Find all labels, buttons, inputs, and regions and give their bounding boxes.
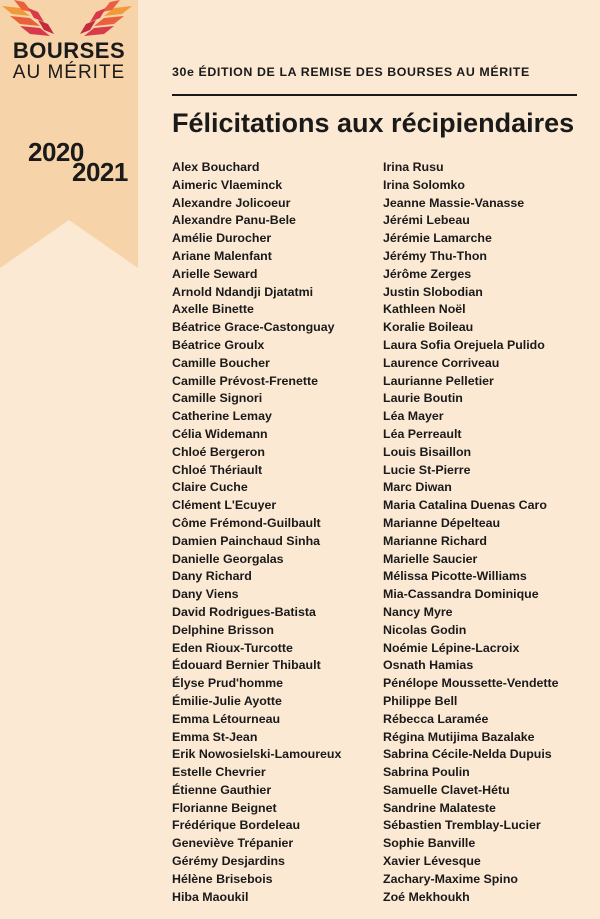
recipient-name: Axelle Binette [172,302,254,317]
recipient-name: Maria Catalina Duenas Caro [383,498,547,513]
wheat-laurel-icon [0,0,134,44]
recipient-name: Marc Diwan [383,480,452,495]
recipient-name: Sabrina Poulin [383,765,470,780]
recipient-name: Pénélope Moussette-Vendette [383,676,559,691]
recipient-name: Damien Painchaud Sinha [172,533,321,548]
recipient-name: Danielle Georgalas [172,551,284,566]
recipient-name: Camille Prévost-Frenette [172,373,318,388]
recipient-name: Catherine Lemay [172,409,272,424]
recipient-name: Alex Bouchard [172,160,260,174]
recipient-name: Sandrine Malateste [383,800,496,815]
recipient-name: Béatrice Groulx [172,337,265,352]
brand-title-line2: AU MÉRITE [12,62,126,83]
recipient-name: Justin Slobodian [383,284,483,299]
recipient-name: Jérôme Zerges [383,266,472,281]
recipient-name: Emma Létourneau [172,711,281,726]
recipient-name: Hiba Maoukil [172,889,249,904]
recipient-name: Zachary-Maxime Spino [383,871,518,886]
recipient-name: Osnath Hamias [383,658,474,673]
recipient-name: Mia-Cassandra Dominique [383,587,539,602]
recipient-name: Philippe Bell [383,693,458,708]
recipient-name: Sébastien Tremblay-Lucier [383,818,541,833]
recipient-name: Laurianne Pelletier [383,373,494,388]
recipient-name: Zoé Mekhoukh [383,889,470,904]
recipient-name: Jeanne Massie-Vanasse [383,195,525,210]
recipient-name: Laura Sofia Orejuela Pulido [383,337,545,352]
recipient-name: Sophie Banville [383,836,476,851]
recipients-list-right [383,159,559,906]
ribbon-banner [0,0,138,268]
recipient-name: Sabrina Cécile-Nelda Dupuis [383,747,552,762]
recipient-name: Eden Rioux-Turcotte [172,640,293,655]
recipient-name: Arnold Ndandji Djatatmi [172,284,314,299]
year-start: 2020 [28,137,84,167]
recipient-name: Jérémi Lebeau [383,213,470,228]
recipients-list-left [172,159,341,906]
recipient-name: Aimeric Vlaeminck [172,177,283,192]
recipient-name: Alexandre Jolicoeur [172,195,291,210]
recipient-name: Alexandre Panu-Bele [172,213,296,228]
recipient-name: Nancy Myre [383,604,453,619]
recipient-name: Clément L'Ecuyer [172,498,277,513]
recipient-name: Léa Perreault [383,426,462,441]
recipient-name: Irina Solomko [383,177,465,192]
recipient-name: Marianne Dépelteau [383,515,501,530]
recipient-name: Delphine Brisson [172,622,274,637]
recipient-name: Jérémie Lamarche [383,231,492,246]
recipient-name: Frédérique Bordeleau [172,818,301,833]
recipient-name: Chloé Thériault [172,462,263,477]
recipient-name: Mélissa Picotte-Williams [383,569,527,584]
recipient-name: Noémie Lépine-Lacroix [383,640,520,655]
year-end: 2021 [72,157,128,187]
recipient-name: Béatrice Grace-Castonguay [172,320,335,335]
recipient-name: Koralie Boileau [383,320,474,335]
recipient-name: Amélie Durocher [172,231,272,246]
recipient-name: Florianne Beignet [172,800,277,815]
recipient-name: Louis Bisaillon [383,444,472,459]
recipient-name: Édouard Bernier Thibault [172,658,321,673]
recipient-name: Côme Frémond-Guilbault [172,515,321,530]
page-title: Félicitations aux récipiendaires [172,108,575,138]
recipient-name: Arielle Seward [172,266,258,281]
recipient-name: Marianne Richard [383,533,487,548]
recipient-name: Émilie-Julie Ayotte [172,693,282,708]
recipient-name: Célia Widemann [172,426,268,441]
recipient-name: David Rodrigues-Batista [172,604,316,619]
recipient-name: Étienne Gauthier [172,782,272,797]
recipient-name: Xavier Lévesque [383,854,481,869]
recipient-name: Ariane Malenfant [172,248,272,263]
recipient-name: Gérémy Desjardins [172,854,285,869]
recipient-name: Dany Viens [172,587,239,602]
recipient-name: Geneviève Trépanier [172,836,294,851]
recipient-name: Rébecca Laramée [383,711,489,726]
recipient-name: Chloé Bergeron [172,444,265,459]
recipient-name: Hélène Brisebois [172,871,273,886]
recipient-name: Camille Boucher [172,355,270,370]
recipient-name: Emma St-Jean [172,729,258,744]
recipient-name: Samuelle Clavet-Hétu [383,782,510,797]
brand-title-line1: BOURSES [12,38,126,63]
recipient-name: Laurence Corriveau [383,355,500,370]
recipient-name: Claire Cuche [172,480,248,495]
recipient-name: Jérémy Thu-Thon [383,248,487,263]
recipient-name: Lucie St-Pierre [383,462,471,477]
recipient-name: Laurie Boutin [383,391,463,406]
recipient-name: Kathleen Noël [383,302,466,317]
edition-subtitle: 30e ÉDITION DE LA REMISE DES BOURSES AU MÉRITE [172,65,530,79]
recipient-name: Régina Mutijima Bazalake [383,729,535,744]
recipient-name: Élyse Prud'homme [172,676,284,691]
recipient-name: Dany Richard [172,569,252,584]
recipient-name: Irina Rusu [383,160,444,174]
recipient-name: Erik Nowosielski-Lamoureux [172,747,342,762]
recipient-name: Estelle Chevrier [172,765,266,780]
recipient-name: Léa Mayer [383,409,444,424]
recipient-name: Marielle Saucier [383,551,478,566]
header-divider [172,94,577,96]
recipient-name: Nicolas Godin [383,622,467,637]
recipient-name: Camille Signori [172,391,263,406]
